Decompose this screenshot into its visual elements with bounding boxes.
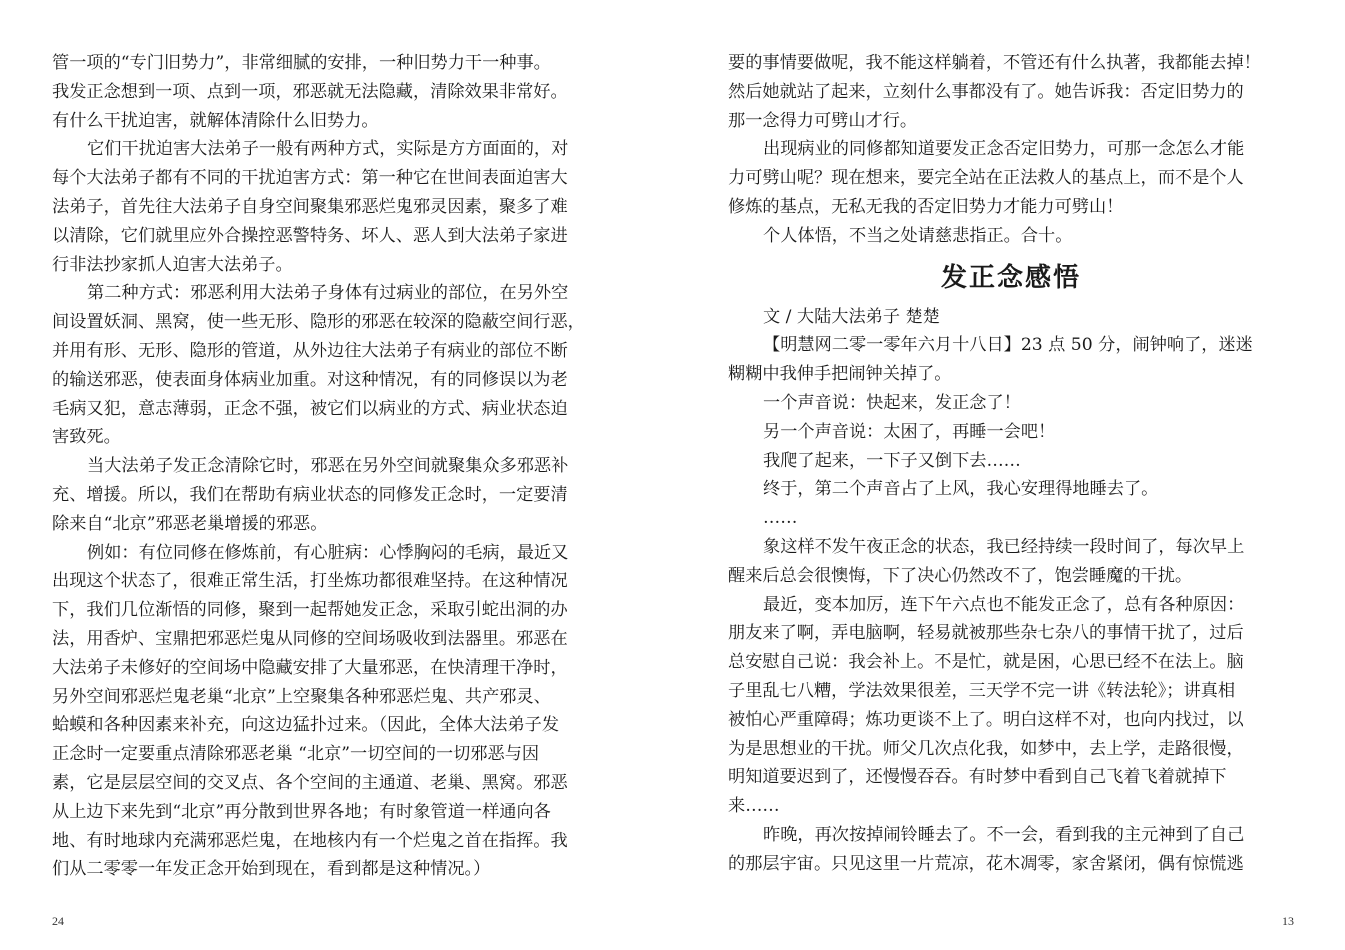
paragraph xyxy=(52,539,616,885)
paragraph xyxy=(728,591,1294,821)
text-line: 要的事情要做呢，我不能这样躺着，不管还有什么执著，我都能去掉！ xyxy=(728,53,1261,73)
text-line: 充、增援。所以，我们在帮助有病业状态的同修发正念时，一定要清 xyxy=(52,484,568,505)
text-line: 出现病业的同修都知道要发正念否定旧势力，可那一念怎么才能 xyxy=(763,139,1245,160)
text-line: 正念时一定要重点清除邪恶老巢 “北京”一切空间的一切邪恶与因 xyxy=(52,744,540,765)
paragraph xyxy=(728,504,1294,533)
text-line: 最近，变本加厉，连下午六点也不能发正念了，总有各种原因： xyxy=(763,594,1245,615)
paragraph xyxy=(728,331,1294,389)
paragraphs-before-title xyxy=(728,49,1294,251)
text-line: 间设置妖洞、黑窝，使一些无形、隐形的邪恶在较深的隐蔽空间行恶， xyxy=(52,312,585,333)
text-line: 它们干扰迫害大法弟子一般有两种方式，实际是方方面面的，对 xyxy=(87,139,569,160)
text-line: 糊糊中我伸手把闹钟关掉了。 xyxy=(728,364,952,385)
paragraph xyxy=(728,821,1294,879)
text-line: 醒来后总会很懊悔，下了决心仍然改不了，饱尝睡魔的干扰。 xyxy=(728,565,1193,586)
text-line: 那一念得力可劈山才行。 xyxy=(728,110,918,131)
text-line: 的那层宇宙。只见这里一片荒凉，花木凋零，家舍紧闭，偶有惊慌逃 xyxy=(728,853,1244,874)
right-text-column xyxy=(728,49,1294,879)
text-line: 大法弟子未修好的空间场中隐藏安排了大量邪恶，在快清理干净时， xyxy=(52,657,568,678)
text-line: 朋友来了啊，弄电脑啊，轻易就被那些杂七杂八的事情干扰了，过后 xyxy=(728,623,1244,644)
paragraph xyxy=(52,135,616,279)
paragraph xyxy=(728,49,1294,135)
text-line: 的输送邪恶，使表面身体病业加重。对这种情况，有的同修误以为老 xyxy=(52,369,568,390)
text-line: 以清除，它们就里应外合操控恶警特务、坏人、恶人到大法弟子家进 xyxy=(52,225,568,246)
text-line: 个人体悟，不当之处请慈悲指正。合十。 xyxy=(763,225,1073,246)
text-line: 除来自“北京”邪恶老巢增援的邪恶。 xyxy=(52,513,328,534)
text-line: 子里乱七八糟，学法效果很差，三天学不完一讲《转法轮》；讲真相 xyxy=(728,680,1236,701)
paragraph xyxy=(728,389,1294,418)
text-line: 地、有时地球内充满邪恶烂鬼，在地核内有一个烂鬼之首在指挥。我 xyxy=(52,830,568,851)
text-line: …… xyxy=(763,508,798,529)
left-text-column xyxy=(52,49,616,884)
text-line: 【明慧网二零一零年六月十八日】23 点 50 分，闹钟响了，迷迷 xyxy=(763,335,1253,356)
text-line: 一个声音说：快起来，发正念了！ xyxy=(763,392,1021,413)
text-line: 管一项的“专门旧势力”，非常细腻的安排，一种旧势力干一种事。 xyxy=(52,53,551,73)
paragraph xyxy=(728,533,1294,591)
left-page xyxy=(0,0,672,950)
text-line: 害致死。 xyxy=(52,427,121,448)
paragraph xyxy=(728,222,1294,251)
text-line: 素，它是层层空间的交叉点、各个空间的主通道、老巢、黑窝。邪恶 xyxy=(52,772,568,793)
page-number: 24 xyxy=(52,914,64,928)
right-page xyxy=(672,0,1345,950)
text-line: 力可劈山呢？现在想来，要完全站在正法救人的基点上，而不是个人 xyxy=(728,168,1244,189)
text-line: 昨晚，再次按掉闹铃睡去了。不一会，看到我的主元神到了自己 xyxy=(763,824,1245,845)
paragraph xyxy=(728,303,1294,332)
paragraph xyxy=(728,135,1294,221)
text-line: 我爬了起来，一下子又倒下去…… xyxy=(763,450,1021,471)
text-line: 总安慰自己说：我会补上。不是忙，就是困，心思已经不在法上。脑 xyxy=(728,652,1244,673)
text-line: 从上边下来先到“北京”再分散到世界各地；有时象管道一样通向各 xyxy=(52,801,551,822)
text-line: 来…… xyxy=(728,796,780,817)
paragraph xyxy=(52,452,616,538)
text-line: 法，用香炉、宝鼎把邪恶烂鬼从同修的空间场吸收到法器里。邪恶在 xyxy=(52,628,568,649)
text-line: 出现这个状态了，很难正常生活，打坐炼功都很难坚持。在这种情况 xyxy=(52,571,568,592)
text-line: 行非法抄家抓人迫害大法弟子。 xyxy=(52,254,293,275)
text-line: 终于，第二个声音占了上风，我心安理得地睡去了。 xyxy=(763,479,1159,500)
paragraphs-after-title xyxy=(728,303,1294,879)
text-line: 明知道要迟到了，还慢慢吞吞。有时梦中看到自己飞着飞着就掉下 xyxy=(728,767,1227,788)
text-line: 象这样不发午夜正念的状态，我已经持续一段时间了，每次早上 xyxy=(763,536,1245,557)
paragraph xyxy=(728,475,1294,504)
text-line: 为是思想业的干扰。师父几次点化我，如梦中，去上学，走路很慢， xyxy=(728,738,1244,759)
paragraph xyxy=(52,49,616,135)
text-line: 并用有形、无形、隐形的管道，从外边往大法弟子有病业的部位不断 xyxy=(52,340,568,361)
article-title: 发正念感悟 xyxy=(940,262,1081,293)
text-line: 蛤蟆和各种因素来补充，向这边猛扑过来。（因此，全体大法弟子发 xyxy=(52,715,560,736)
text-line: 有什么干扰迫害，就解体清除什么旧势力。 xyxy=(52,110,379,131)
text-line: 例如：有位同修在修炼前，有心脏病：心悸胸闷的毛病，最近又 xyxy=(87,542,569,563)
text-line: 每个大法弟子都有不同的干扰迫害方式：第一种它在世间表面迫害大 xyxy=(52,168,568,189)
text-line: 们从二零零一年发正念开始到现在，看到都是这种情况。） xyxy=(52,859,491,880)
text-line: 文 / 大陆大法弟子 楚楚 xyxy=(763,306,940,327)
text-line: 我发正念想到一项、点到一项，邪恶就无法隐藏，清除效果非常好。 xyxy=(52,81,568,102)
page-number: 13 xyxy=(1282,914,1294,928)
text-line: 另一个声音说：太困了，再睡一会吧！ xyxy=(763,421,1056,442)
paragraph xyxy=(52,279,616,452)
text-line: 下，我们几位渐悟的同修，聚到一起帮她发正念，采取引蛇出洞的办 xyxy=(52,600,568,621)
text-line: 修炼的基点，无私无我的否定旧势力才能力可劈山！ xyxy=(728,196,1124,217)
paragraph xyxy=(728,418,1294,447)
text-line: 然后她就站了起来，立刻什么事都没有了。她告诉我：否定旧势力的 xyxy=(728,81,1244,102)
text-line: 第二种方式：邪恶利用大法弟子身体有过病业的部位，在另外空 xyxy=(87,283,569,304)
text-line: 另外空间邪恶烂鬼老巢“北京”上空聚集各种邪恶烂鬼、共产邪灵、 xyxy=(52,686,551,707)
text-line: 当大法弟子发正念清除它时，邪恶在另外空间就聚集众多邪恶补 xyxy=(87,456,569,477)
text-line: 毛病又犯，意志薄弱，正念不强，被它们以病业的方式、病业状态迫 xyxy=(52,398,568,419)
text-line: 被怕心严重障碍；炼功更谈不上了。明白这样不对，也向内找过，以 xyxy=(728,709,1244,730)
text-line: 法弟子，首先往大法弟子自身空间聚集邪恶烂鬼邪灵因素，聚多了难 xyxy=(52,196,568,217)
paragraph xyxy=(728,447,1294,476)
